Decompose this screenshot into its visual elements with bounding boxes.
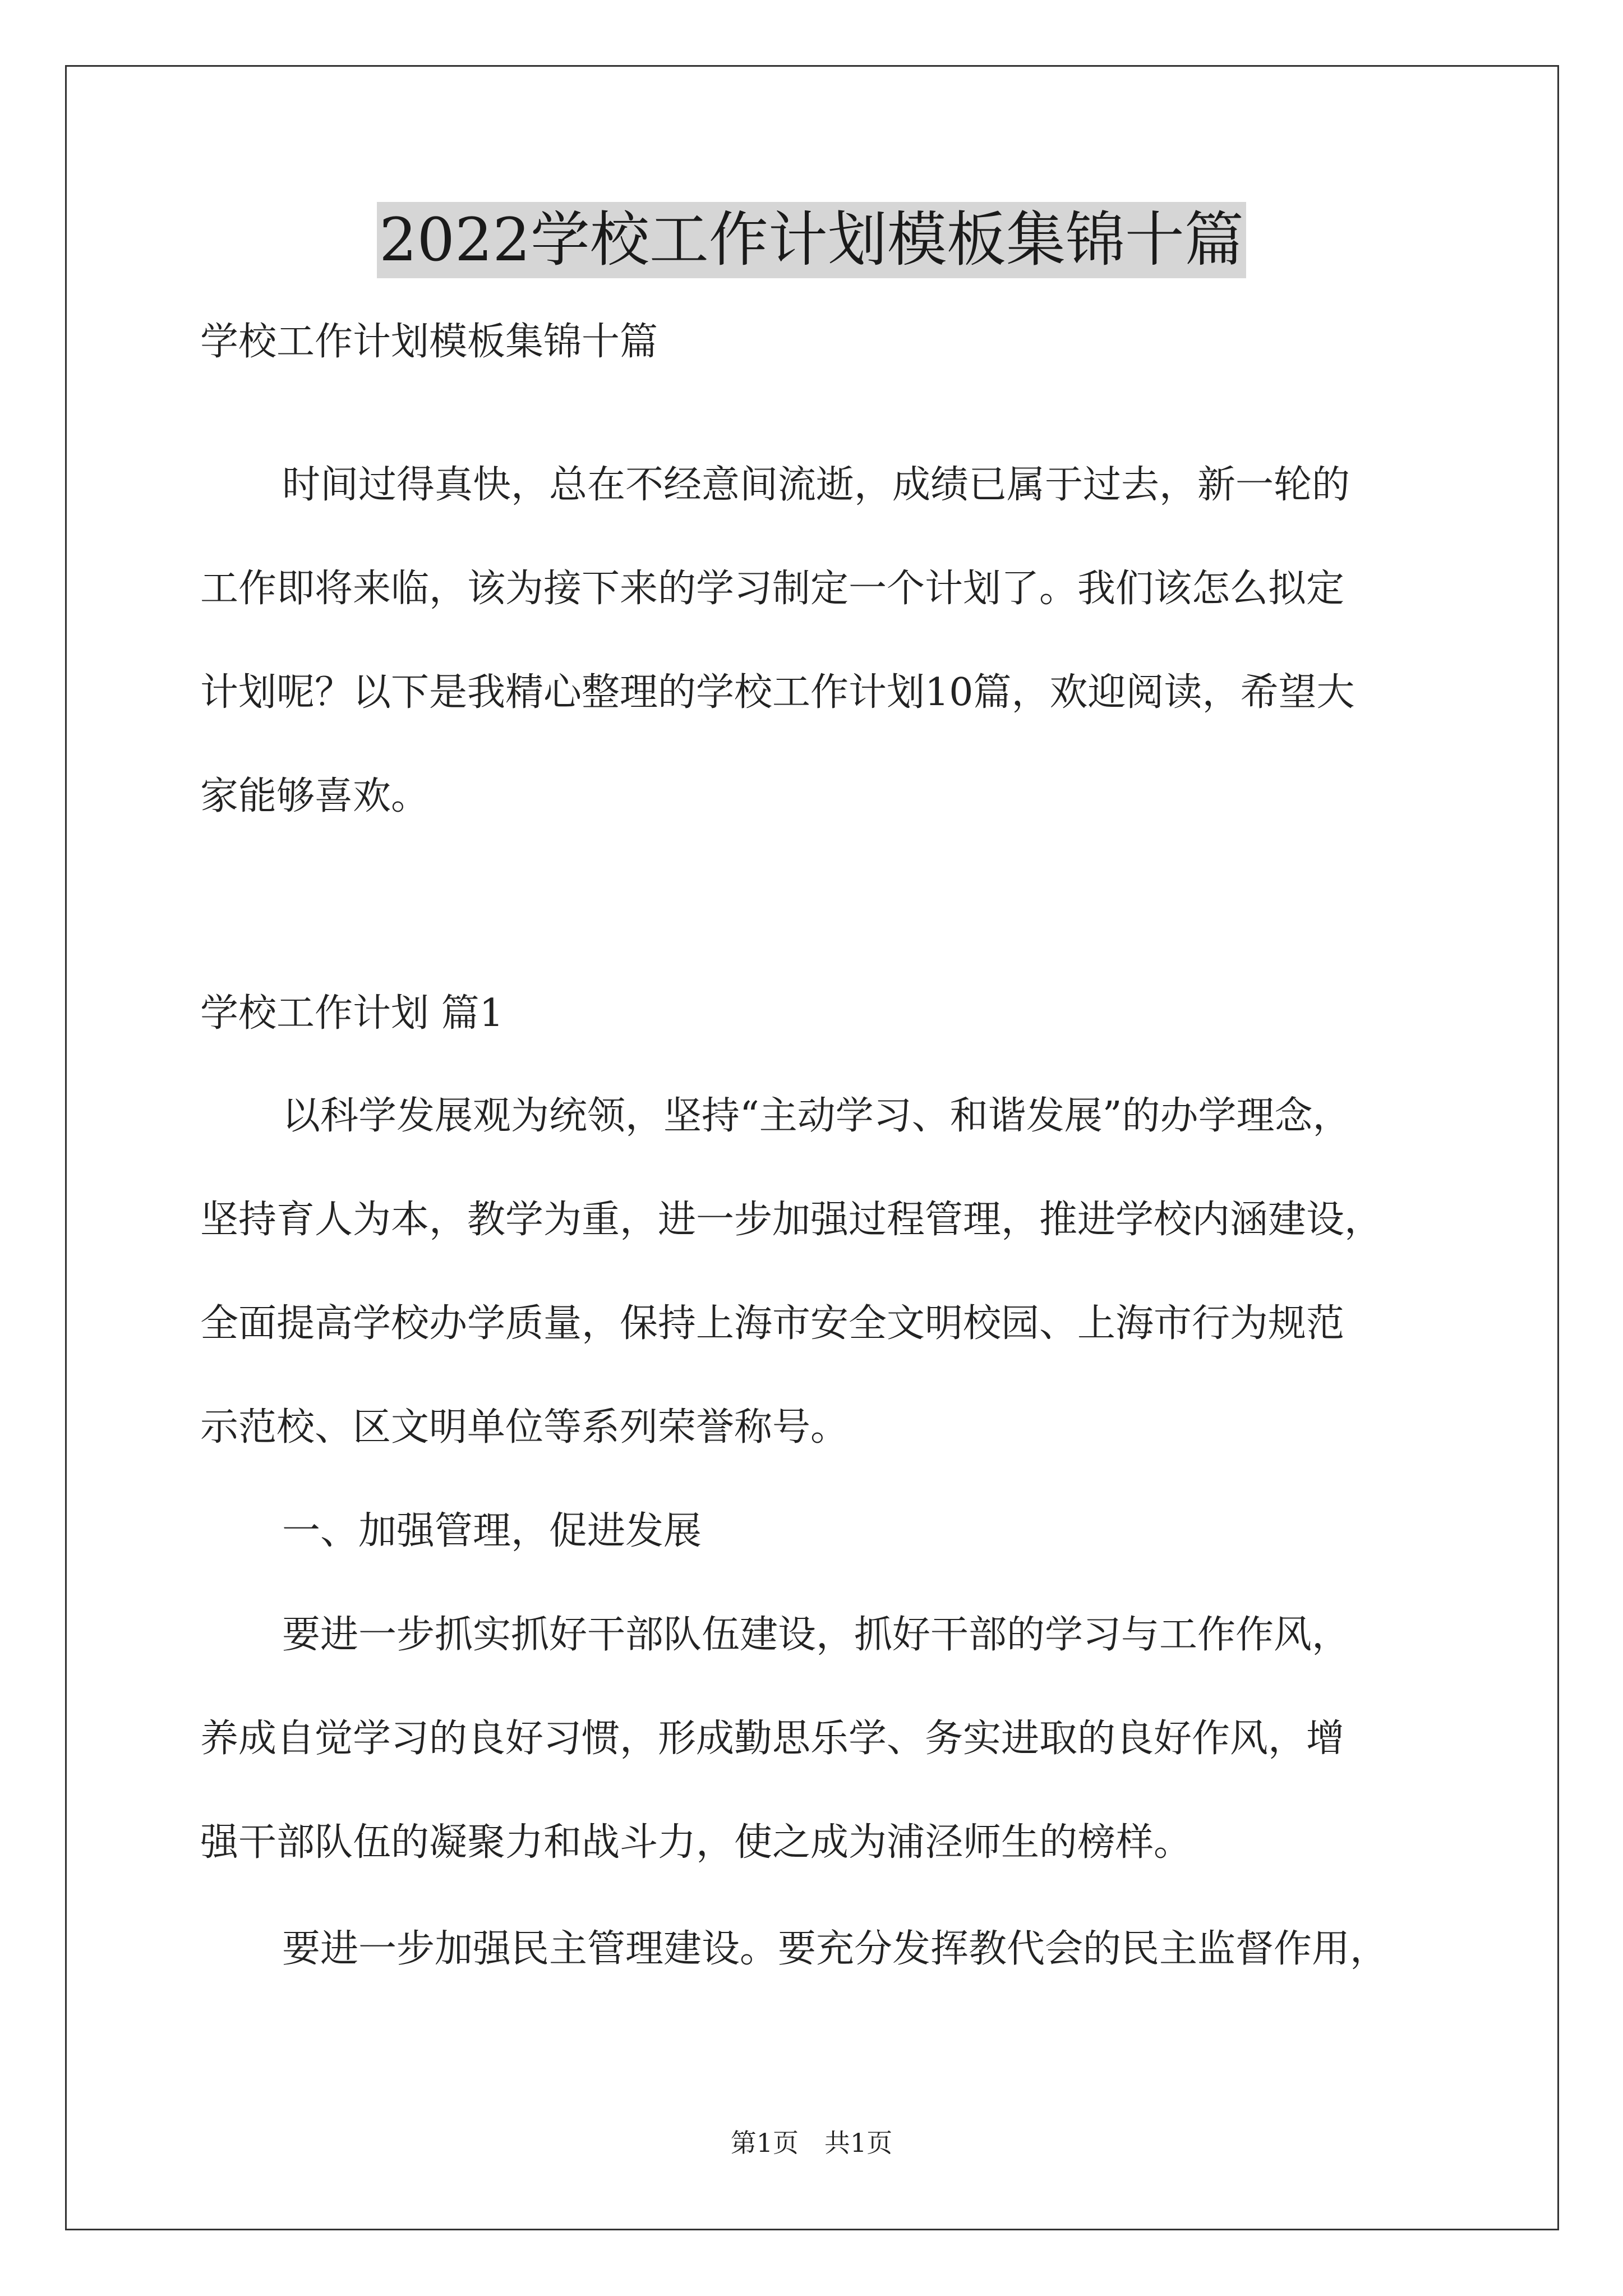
- paragraph-line: 家能够喜欢。: [200, 774, 430, 818]
- paragraph-line: 坚持育人为本，教学为重，进一步加强过程管理，推进学校内涵建设，: [200, 1198, 1383, 1242]
- paragraph-line: 以科学发展观为统领，坚持“主动学习、和谐发展”的办学理念，: [282, 1094, 1351, 1138]
- paragraph-line: 工作即将来临，该为接下来的学习制定一个计划了。我们该怎么拟定: [200, 567, 1345, 611]
- document-title: 2022学校工作计划模板集锦十篇: [377, 202, 1246, 278]
- paragraph-line: 时间过得真快，总在不经意间流逝，成绩已属于过去，新一轮的: [282, 463, 1350, 507]
- page-footer: [0, 2126, 1623, 2160]
- paragraph-line: 示范校、区文明单位等系列荣誉称号。: [200, 1405, 849, 1450]
- subsection-heading: 一、加强管理，促进发展: [282, 1509, 702, 1553]
- paragraph-line: 要进一步加强民主管理建设。要充分发挥教代会的民主监督作用，: [282, 1927, 1389, 1971]
- paragraph-line: 要进一步抓实抓好干部队伍建设，抓好干部的学习与工作作风，: [282, 1613, 1350, 1657]
- paragraph-line: 全面提高学校办学质量，保持上海市安全文明校园、上海市行为规范: [200, 1301, 1345, 1346]
- title-container: [0, 202, 1623, 278]
- subtitle-line: 学校工作计划模板集锦十篇: [200, 320, 658, 364]
- paragraph-line: 强干部队伍的凝聚力和战斗力，使之成为浦泾师生的榜样。: [200, 1820, 1192, 1865]
- section-heading: 学校工作计划 篇1: [200, 991, 504, 1036]
- paragraph-line: 养成自觉学习的良好习惯，形成勤思乐学、务实进取的良好作风，增: [200, 1717, 1345, 1761]
- page-number: 第1页 共1页: [730, 2128, 893, 2158]
- page-border: [65, 65, 1559, 2230]
- paragraph-line: 计划呢？以下是我精心整理的学校工作计划10篇，欢迎阅读，希望大: [200, 670, 1355, 715]
